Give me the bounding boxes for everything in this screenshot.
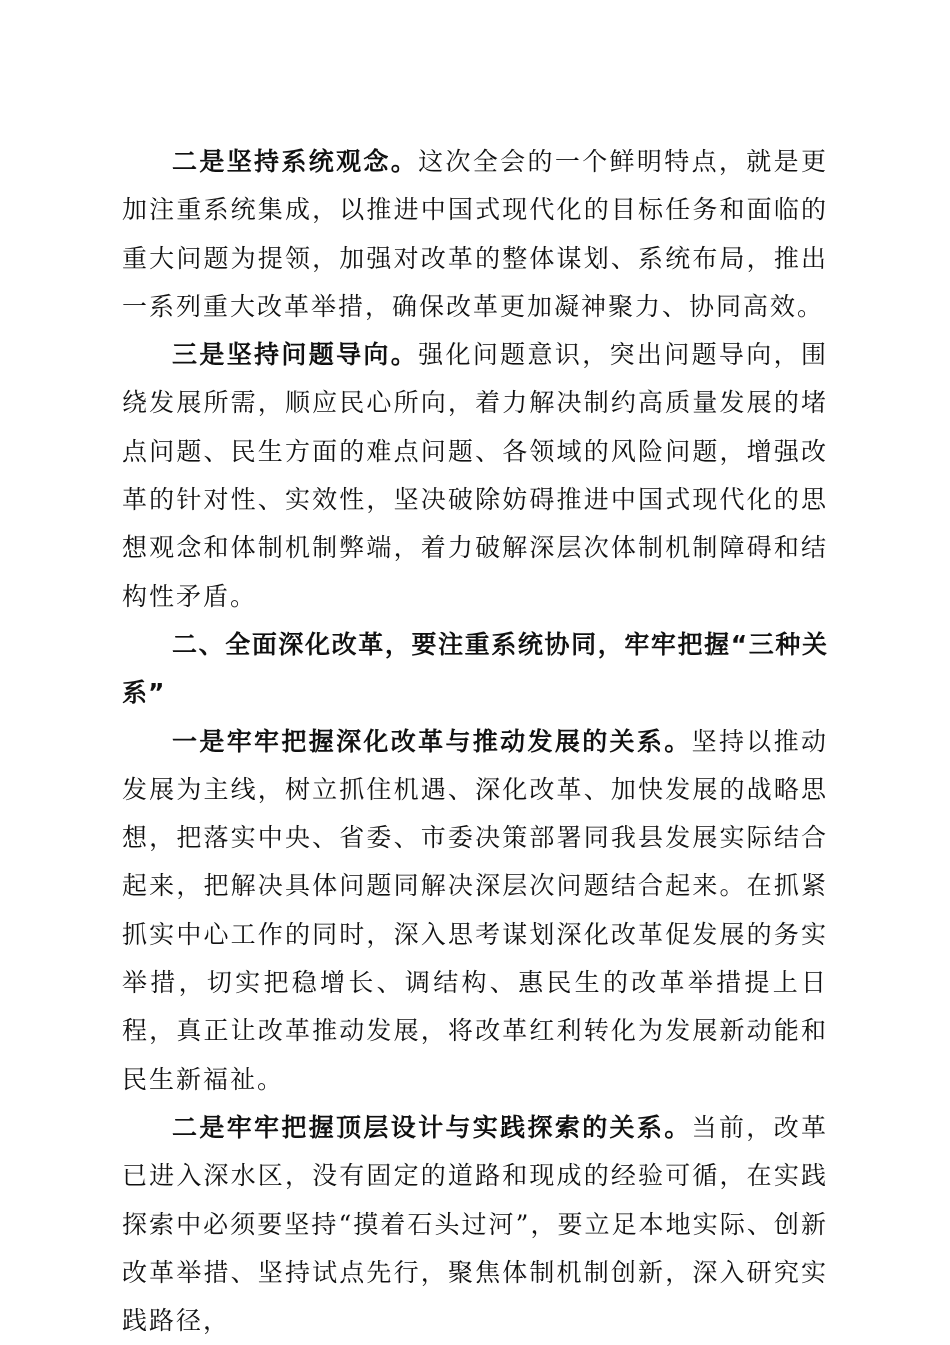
paragraph-body: 坚持以推动发展为主线，树立抓住机遇、深化改革、加快发展的战略思想，把落实中央、省委、市委决策部署同我县发展实际结合起来，把解决具体问题同解决深层次问题结合起来。在抓紧抓实中心工作的同时，深入思考谋划深化改革促发展的务实举措，切实把稳增长、调结构、惠民生的改革举措提上日程，真正让改革推动发展，将改革红利转化为发展新动能和民生新福祉。 [122,726,828,1094]
paragraph-lead: 二是坚持系统观念。 [172,147,419,176]
paragraph-system-view [122,138,828,331]
paragraph-body: 强化问题意识，突出问题导向，围绕发展所需，顺应民心所向，着力解决制约高质量发展的堵点问题、民生方面的难点问题、各领域的风险问题，增强改革的针对性、实效性，坚决破除妨碍推进中国式现代化的思想观念和体制机制弊端，着力破解深层次体制机制障碍和结构性矛盾。 [122,340,828,611]
paragraph-body: 当前，改革已进入深水区，没有固定的道路和现成的经验可循，在实践探索中必须要坚持“摸着石头过河”，要立足本地实际、创新改革举措、坚持试点先行，聚焦体制机制创新，深入研究实践路径， [122,1112,828,1336]
section-heading: 二、全面深化改革，要注重系统协同，牢牢把握“三种关系” [122,629,828,708]
paragraph-body: 这次全会的一个鲜明特点，就是更加注重系统集成，以推进中国式现代化的目标任务和面临的重大问题为提领，加强对改革的整体谋划、系统布局，推出一系列重大改革举措，确保改革更加凝神聚力、协同高效。 [122,147,828,321]
paragraph-design-practice [122,1104,828,1345]
paragraph-problem-oriented [122,331,828,621]
paragraph-lead: 二是牢牢把握顶层设计与实践探索的关系。 [172,1112,692,1142]
document-body [122,138,828,1345]
paragraph-reform-development [122,718,828,1104]
paragraph-lead: 一是牢牢把握深化改革与推动发展的关系。 [172,726,692,756]
paragraph-lead: 三是坚持问题导向。 [172,340,419,370]
